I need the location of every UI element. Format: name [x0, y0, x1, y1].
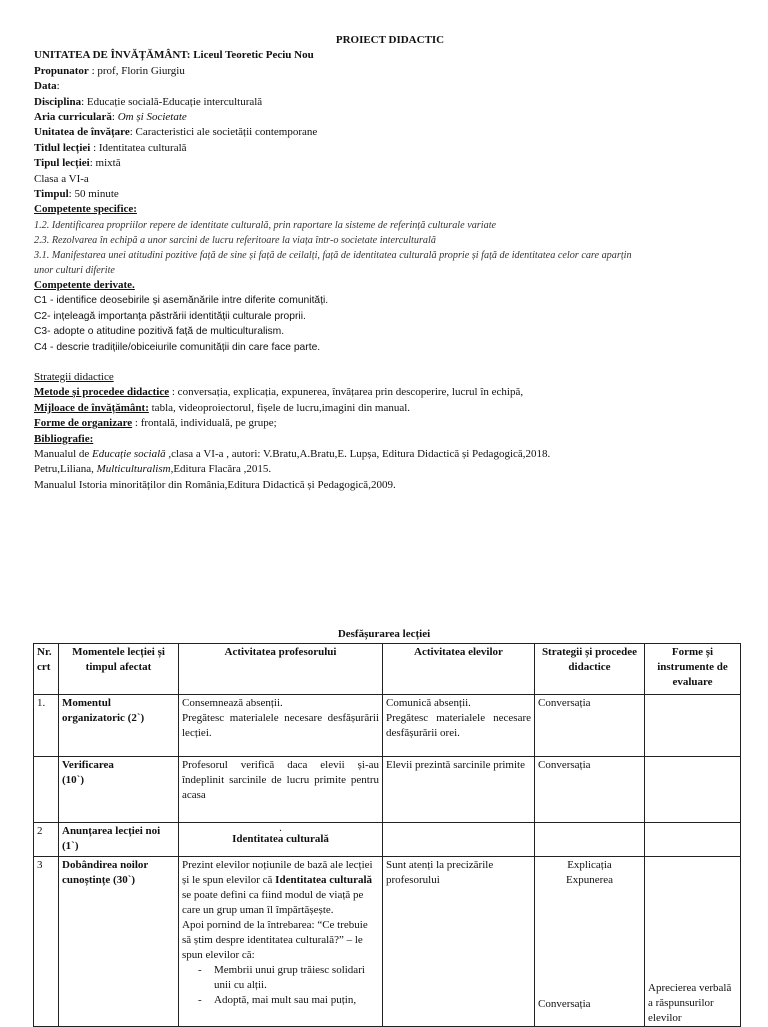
header-activitatea-profesorului: Activitatea profesorului	[179, 644, 383, 695]
forme-line: Forme de organizare : frontală, individuală, pe grupe;	[34, 417, 277, 430]
table-header-row	[34, 644, 741, 695]
list-item: - Membrii unui grup trăiesc solidari unii cu alții.	[202, 963, 379, 993]
header-field-school: UNITATEA DE ÎNVĂȚĂMÂNT: Liceul Teoretic Peciu Nou	[34, 49, 314, 62]
table-row	[34, 857, 741, 1027]
table-row	[34, 757, 741, 823]
lesson-title: Identitatea culturală	[232, 833, 329, 845]
header-nr: Nr. crt	[34, 644, 59, 695]
page-title: PROIECT DIDACTIC	[335, 34, 445, 46]
header-field-aria: Aria curriculară: Om și Societate	[34, 111, 187, 124]
bibliography-item: Petru,Liliana, Multiculturalism,Editura Flacăra ,2015.	[34, 463, 272, 476]
cell-nr: 1.	[34, 695, 59, 757]
cell-nr: 3	[34, 857, 59, 1027]
cell-moment: Dobândirea noilor cunoștințe (30`)	[59, 857, 179, 1027]
prof-paragraph: Apoi pornind de la întrebarea: “Ce trebuie să știm despre identitatea culturală?” – le spun elevilor că:	[182, 919, 368, 961]
cell-strategii: Conversația	[535, 757, 645, 823]
cell-evaluare	[645, 757, 741, 823]
competenta-specifica-item: 1.2. Identificarea propriilor repere de identitate culturală, prin raportare la sisteme de referință culturale variate	[34, 219, 497, 231]
header-field-titlul: Titlul lecției : Identitatea culturală	[34, 141, 187, 154]
cell-elevi: Sunt atenți la precizările profesorului	[383, 857, 535, 1027]
competente-derivate-heading: Competente derivate.	[34, 278, 135, 291]
cell-moment: Momentul organizatoric (2`)	[59, 695, 179, 757]
header-field-propunator: Propunator : prof, Florin Giurgiu	[34, 64, 185, 77]
strategii-heading: Strategii didactice	[34, 370, 114, 383]
cell-elevi: Elevii prezintă sarcinile primite	[383, 757, 535, 823]
header-field-unitatea: Unitatea de învățare: Caracteristici ale societății contemporane	[34, 126, 318, 139]
cell-moment: Anunțarea lecției noi (1`)	[59, 823, 179, 857]
competenta-specifica-item: 3.1. Manifestarea unei atitudini pozitive față de sine și față de ceilalți, față de identitatea culturală proprie și față de identitatea celor care aparțin	[34, 249, 632, 261]
cell-strategii: Conversația	[535, 695, 645, 757]
bibliografie-heading: Bibliografie:	[34, 432, 94, 445]
bibliography-item: Manualul Istoria minorităților din România,Editura Didactică și Pedagogică,2009.	[34, 478, 396, 491]
header-activitatea-elevilor: Activitatea elevilor	[383, 644, 535, 695]
header-strategii: Strategii și procedee didactice	[535, 644, 645, 695]
cell-evaluare	[645, 823, 741, 857]
cell-prof	[179, 857, 383, 1027]
header-momentele: Momentele lecției și timpul afectat	[59, 644, 179, 695]
table-row	[34, 695, 741, 757]
strategy-item: Expunerea	[565, 874, 614, 886]
list-item: - Adoptă, mai mult sau mai puțin,	[202, 993, 379, 1008]
header-evaluare: Forme și instrumente de evaluare	[645, 644, 741, 695]
table-row	[34, 823, 741, 857]
lesson-header	[34, 33, 746, 493]
header-field-timpul: Timpul: 50 minute	[34, 188, 119, 201]
cell-elevi	[383, 823, 535, 857]
competenta-derivata-item: C4 - descrie tradițiile/obiceiurile comunității din care face parte.	[34, 341, 321, 353]
competenta-derivata-item: C1 - identifice deosebirile și asemănările intre diferite comunități.	[34, 295, 329, 307]
cell-evaluare	[645, 695, 741, 757]
cell-evaluare	[645, 857, 741, 1027]
cell-nr: 2	[34, 823, 59, 857]
cell-strategii	[535, 823, 645, 857]
competenta-derivata-item: C3- adopte o atitudine pozitivă față de multiculturalism.	[34, 326, 285, 338]
cell-dot: .	[279, 822, 282, 834]
prof-paragraph: Prezint elevilor noțiunile de bază ale lecției și le spun elevilor că Identitatea culturală se poate defini ca fiind modul de viață pe care un grup uman îl împărtășește.	[182, 859, 373, 916]
header-field-clasa: Clasa a VI-a	[34, 172, 89, 185]
lesson-table	[33, 643, 741, 1027]
header-field-data: Data:	[34, 80, 60, 93]
table-title: Desfășurarea lecției	[337, 628, 431, 640]
cell-elevi: Comunică absenții. Pregătesc materialele necesare desfășurării orei.	[383, 695, 535, 757]
header-field-disciplina: Disciplina: Educație socială-Educație interculturală	[34, 95, 263, 108]
cell-nr	[34, 757, 59, 823]
cell-strategii	[535, 857, 645, 1027]
competente-specifice-heading: Competente specifice:	[34, 203, 137, 216]
strategy-item: Explicația	[567, 859, 612, 871]
competenta-specifica-item: 2.3. Rezolvarea în echipă a unor sarcini de lucru referitoare la viața într-o societate interculturală	[34, 234, 436, 246]
competenta-specifica-item: unor culturi diferite	[34, 264, 115, 276]
cell-prof	[179, 823, 383, 857]
competenta-derivata-item: C2- ințeleagă importanța păstrării identității culturale proprii.	[34, 310, 306, 322]
prof-list	[182, 963, 379, 1008]
strategy-item: Conversația	[538, 998, 591, 1010]
bibliography-item: Manualul de Educație socială ,clasa a VI-a , autori: V.Bratu,A.Bratu,E. Lupșa, Editura Didactică și Pedagogică,2018.	[34, 447, 551, 460]
cell-moment: Verificarea (10`)	[59, 757, 179, 823]
cell-prof: Consemnează absenții. Pregătesc materialele necesare desfășurării lecției.	[179, 695, 383, 757]
cell-prof: Profesorul verifică daca elevii și-au îndeplinit sarcinile de lucru primite pentru acasa	[179, 757, 383, 823]
metode-line: Metode și procedee didactice : conversația, explicația, expunerea, învățarea prin descoperire, lucrul în echipă,	[34, 386, 524, 399]
header-field-tipul: Tipul lecției: mixtă	[34, 157, 121, 170]
mijloace-line: Mijloace de învățământ: tabla, videoproiectorul, fișele de lucru,imagini din manual.	[34, 401, 411, 414]
spacer	[34, 355, 746, 370]
evaluation-text: Aprecierea verbală a răspunsurilor elevilor	[648, 982, 732, 1024]
